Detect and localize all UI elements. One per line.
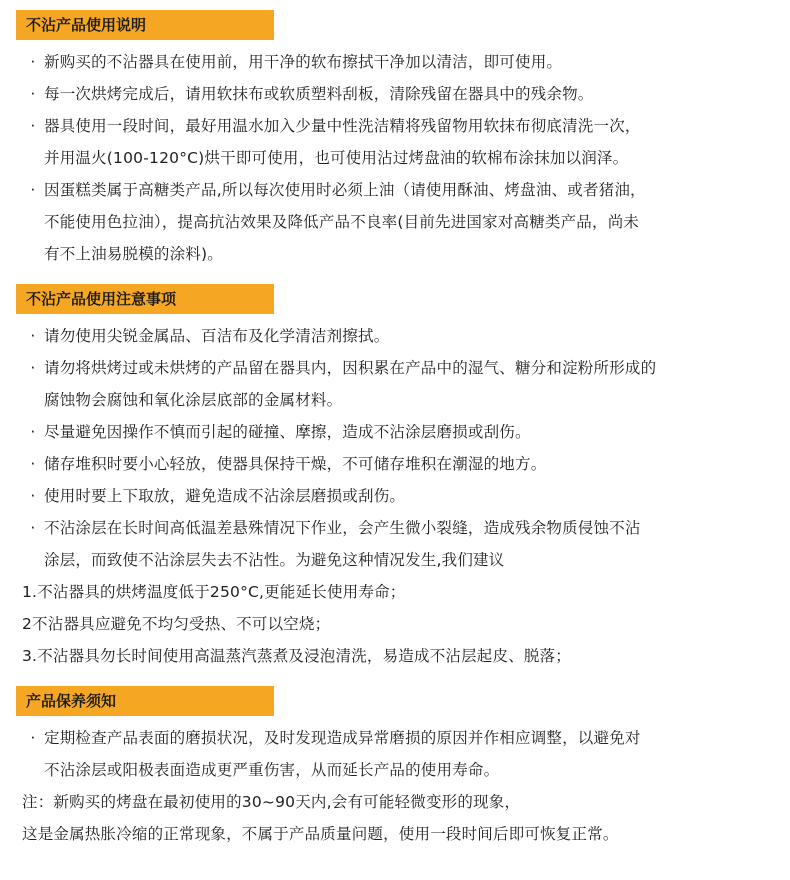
line-text: 新购买的不沾器具在使用前，用干净的软布擦拭干净加以清洁，即可使用。: [44, 53, 563, 71]
bullet-dot: ·: [30, 359, 36, 377]
list-item-continuation: [16, 754, 790, 786]
list-item-continuation: [16, 142, 790, 174]
bullet-dot: ·: [30, 455, 36, 473]
line-text: 1.不沾器具的烘烤温度低于250°C,更能延长使用寿命；: [22, 583, 406, 601]
bullet-dot: ·: [30, 487, 36, 505]
line-text: 并用温火(100-120°C)烘干即可使用，也可使用沾过烤盘油的软棉布涂抹加以润泽。: [44, 149, 629, 167]
list-item: [16, 46, 790, 78]
list-item: [16, 174, 790, 206]
bullet-dot: ·: [30, 117, 36, 135]
line-text: 每一次烘烤完成后，请用软抹布或软质塑料刮板，清除残留在器具中的残余物。: [44, 85, 594, 103]
line-text: 使用时要上下取放，避免造成不沾涂层磨损或刮伤。: [44, 487, 406, 505]
bullet-dot: ·: [30, 85, 36, 103]
line-text: 不能使用色拉油），提高抗沾效果及降低产品不良率(目前先进国家对高糖类产品，尚未: [44, 213, 640, 231]
bullet-dot: ·: [30, 519, 36, 537]
list-item: [16, 722, 790, 754]
section-precautions: [16, 284, 790, 672]
list-item: [16, 110, 790, 142]
line-text: 定期检查产品表面的磨损状况，及时发现造成异常磨损的原因并作相应调整，以避免对: [44, 729, 641, 747]
line-text: 这是金属热胀冷缩的正常现象，不属于产品质量问题，使用一段时间后即可恢复正常。: [22, 825, 619, 843]
list-item-continuation: [16, 384, 790, 416]
line-text: 腐蚀物会腐蚀和氧化涂层底部的金属材料。: [44, 391, 343, 409]
numbered-item: [16, 576, 790, 608]
line-text: 注：新购买的烤盘在最初使用的30~90天内,会有可能轻微变形的现象，: [22, 793, 521, 811]
bullet-dot: ·: [30, 729, 36, 747]
line-text: 有不上油易脱模的涂料)。: [44, 245, 223, 263]
line-text: 2不沾器具应避免不均匀受热、不可以空烧；: [22, 615, 331, 633]
list-item: [16, 78, 790, 110]
section-title: 不沾产品使用说明: [16, 10, 274, 40]
list-item: [16, 416, 790, 448]
list-item: [16, 448, 790, 480]
note-line: [16, 786, 790, 818]
line-text: 尽量避免因操作不慎而引起的碰撞、摩擦，造成不沾涂层磨损或刮伤。: [44, 423, 531, 441]
list-item: [16, 512, 790, 544]
numbered-item: [16, 608, 790, 640]
section-title: 不沾产品使用注意事项: [16, 284, 274, 314]
section-usage-instructions: [16, 10, 790, 270]
line-text: 不沾涂层在长时间高低温差悬殊情况下作业，会产生微小裂缝，造成残余物质侵蚀不沾: [44, 519, 641, 537]
section-maintenance: [16, 686, 790, 850]
line-text: 请勿使用尖锐金属品、百洁布及化学清洁剂擦拭。: [44, 327, 390, 345]
list-item-continuation: [16, 206, 790, 238]
list-item-continuation: [16, 544, 790, 576]
line-text: 不沾涂层或阳极表面造成更严重伤害，从而延长产品的使用寿命。: [44, 761, 500, 779]
numbered-item: [16, 640, 790, 672]
line-text: 因蛋糕类属于高糖类产品,所以每次使用时必须上油（请使用酥油、烤盘油、或者猪油，: [44, 181, 646, 199]
list-item: [16, 480, 790, 512]
list-item-continuation: [16, 238, 790, 270]
bullet-dot: ·: [30, 327, 36, 345]
list-item: [16, 320, 790, 352]
section-title: 产品保养须知: [16, 686, 274, 716]
bullet-dot: ·: [30, 181, 36, 199]
note-line: [16, 818, 790, 850]
line-text: 器具使用一段时间，最好用温水加入少量中性洗洁精将残留物用软抹布彻底清洗一次，: [44, 117, 641, 135]
bullet-dot: ·: [30, 423, 36, 441]
line-text: 3.不沾器具勿长时间使用高温蒸汽蒸煮及浸泡清洗，易造成不沾层起皮、脱落；: [22, 647, 571, 665]
line-text: 涂层，而致使不沾涂层失去不沾性。为避免这种情况发生,我们建议: [44, 551, 505, 569]
bullet-dot: ·: [30, 53, 36, 71]
line-text: 储存堆积时要小心轻放，使器具保持干燥，不可储存堆积在潮湿的地方。: [44, 455, 547, 473]
line-text: 请勿将烘烤过或未烘烤的产品留在器具内，因积累在产品中的湿气、糖分和淀粉所形成的: [44, 359, 657, 377]
list-item: [16, 352, 790, 384]
